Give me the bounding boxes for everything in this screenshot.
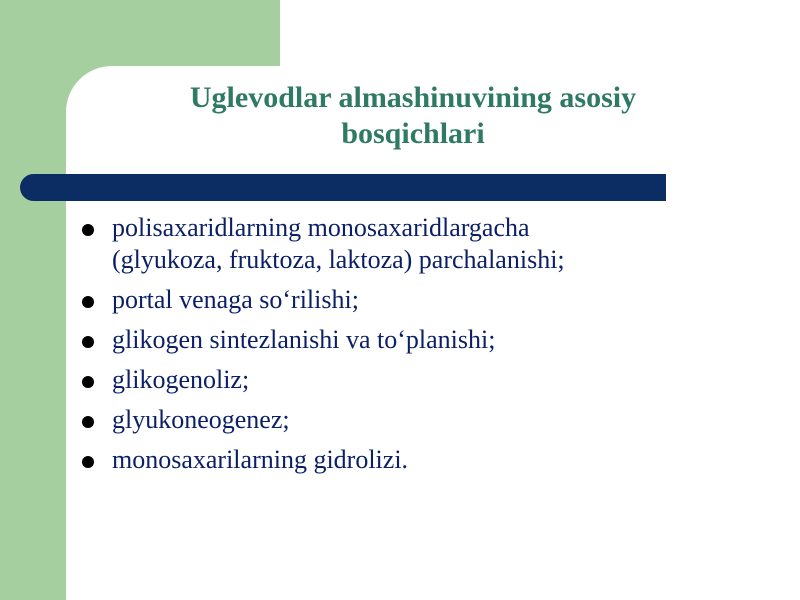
slide-title-line-1: Uglevodlar almashinuvining asosiy bbox=[189, 81, 637, 114]
bullet-item bbox=[80, 364, 760, 396]
bullet-text-line: (glyukoza, fruktoza, laktoza) parchalanishi; bbox=[112, 245, 565, 274]
bullet-item bbox=[80, 284, 760, 316]
slide-title-line-2: bosqichlari bbox=[341, 117, 485, 150]
bullet-text-line: portal venaga so‘rilishi; bbox=[112, 285, 359, 314]
bullet-dot-icon bbox=[82, 296, 94, 308]
bullet-text-line: monosaxarilarning gidrolizi. bbox=[112, 445, 409, 474]
bullet-list bbox=[80, 212, 760, 484]
bullet-dot-icon bbox=[82, 336, 94, 348]
bullet-item bbox=[80, 324, 760, 356]
slide-title bbox=[66, 80, 760, 152]
bullet-text-line: polisaxaridlarning monosaxaridlargacha bbox=[112, 213, 530, 242]
bullet-item bbox=[80, 212, 760, 276]
bullet-dot-icon bbox=[82, 224, 94, 236]
bullet-dot-icon bbox=[82, 456, 94, 468]
bullet-dot-icon bbox=[82, 416, 94, 428]
bullet-text-line: glyukoneogenez; bbox=[112, 405, 290, 434]
bullet-text-line: glikogenoliz; bbox=[112, 365, 250, 394]
bullet-dot-icon bbox=[82, 376, 94, 388]
title-divider-bar bbox=[20, 174, 666, 201]
bullet-item bbox=[80, 404, 760, 436]
bullet-text-line: glikogen sintezlanishi va to‘planishi; bbox=[112, 325, 496, 354]
bullet-item bbox=[80, 444, 760, 476]
